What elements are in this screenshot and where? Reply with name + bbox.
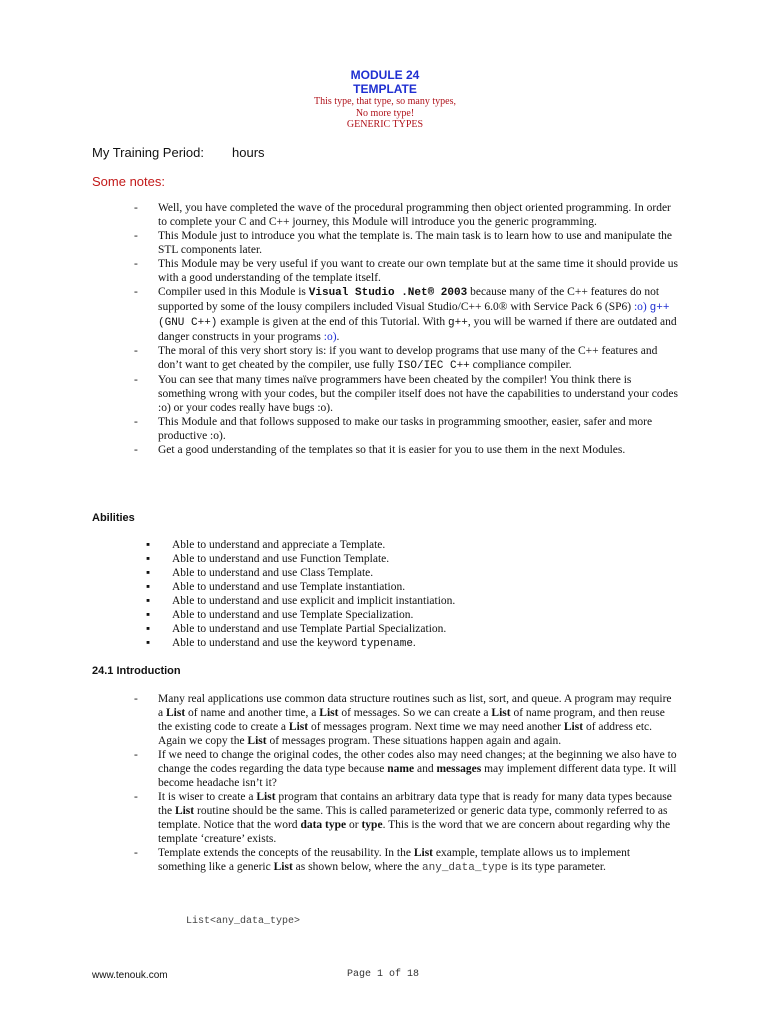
introduction-list [0,692,770,875]
list-item: ▪ Able to understand and use Template instantiation. [146,581,406,593]
list-marker: - [134,847,138,859]
abilities-heading: Abilities [92,512,135,524]
list-marker: - [134,258,138,270]
list-item: - You can see that many times naïve programmers have been cheated by the compiler! You think there is something wrong with your codes, but the compiler itself does not have the capabilities to understand your codes :o) or your codes really have bugs :o). [134,374,678,414]
list-item: - This Module may be very useful if you want to create our own template but at the same time it should provide us with a good understanding of the template itself. [134,258,678,284]
page-number: Page 1 of 18 [347,969,420,980]
bullet-icon: ▪ [146,567,151,579]
bullet-icon: ▪ [146,609,151,621]
module-header [0,68,770,131]
subtitle-line: GENERIC TYPES [346,119,424,130]
list-item: ▪ Able to understand and use Template Specialization. [146,609,414,621]
list-item: ▪ Able to understand and use the keyword typename. [146,637,416,650]
bullet-icon: ▪ [146,581,151,593]
subtitle-line: No more type! [355,107,415,119]
list-marker: - [134,286,138,298]
list-item: - This Module just to introduce you what the template is. The main task is to learn how to use and manipulate the STL components later. [134,230,672,256]
bullet-icon: ▪ [146,539,151,551]
bullet-icon: ▪ [146,553,151,565]
abilities-list [0,538,770,651]
footer-site-link[interactable]: www.tenouk.com [92,970,168,981]
list-item: - This Module and that follows supposed to make our tasks in programming smoother, easier, safer and more productive :o). [134,416,653,442]
list-marker: - [134,444,138,456]
list-marker: - [134,202,138,214]
list-item: - It is wiser to create a List program that contains an arbitrary data type that is ready for many data types because the List routine should be the same. This is called parameterized or generic data type, commonly referred to as template. Notice that the word data type or type. This is the word that we are concern about regarding why the template ‘creature’ exists. [134,791,672,845]
training-hours: hours [232,145,265,160]
list-item: - Get a good understanding of the templates so that it is easier for you to use them in the next Modules. [134,444,626,456]
subtitle-line: This type, that type, so many types, [314,96,456,107]
notes-heading: Some notes: [92,174,165,189]
list-marker: - [134,374,138,386]
notes-list [0,201,770,457]
list-item: ▪ Able to understand and appreciate a Template. [146,539,386,551]
list-item: ▪ Able to understand and use Function Template. [146,553,390,565]
list-item: ▪ Able to understand and use Template Partial Specialization. [146,623,447,635]
list-marker: - [134,345,138,357]
list-item: ▪ Able to understand and use explicit and implicit instantiation. [146,595,456,607]
introduction-heading: 24.1 Introduction [92,665,181,677]
list-marker: - [134,230,138,242]
list-marker: - [134,749,138,761]
list-marker: - [134,416,138,428]
bullet-icon: ▪ [146,623,151,635]
training-period [92,145,265,160]
code-sample: List<any_data_type> [186,916,301,927]
list-item: - The moral of this very short story is: if you want to develop programs that use many of the C++ features and don’t want to get cheated by the compiler, use fully ISO/IEC C++ compliance compiler. [134,345,658,372]
training-label: My Training Period: [92,145,204,160]
list-item: - If we need to change the original codes, the other codes also may need changes; at the beginning we also have to change the codes regarding the data type because name and messages may implement different data type. It will become headache isn’t it? [134,749,677,789]
list-item: - Template extends the concepts of the reusability. In the List example, template allows us to implement something like a generic List as shown below, where the any_data_type is its type parameter. [134,847,631,874]
module-number: MODULE 24 [350,68,420,82]
list-item: ▪ Able to understand and use Class Template. [146,567,374,579]
bullet-icon: ▪ [146,637,151,649]
list-item: - Compiler used in this Module is Visual Studio .Net® 2003 because many of the C++ features do not supported by some of the lousy compilers included Visual Studio/C++ 6.0® with Service Pack 6 (SP6) :o) g++ (GNU C++) example is given at the end of this Tutorial. With g++, you will be warned if there are outdated and danger constructs in your programs :o). [134,286,677,343]
list-marker: - [134,693,138,705]
list-marker: - [134,791,138,803]
list-item: - Well, you have completed the wave of the procedural programming then object oriented programming. In order to complete your C and C++ journey, this Module will introduce you the generic programming. [134,202,671,228]
bullet-icon: ▪ [146,595,151,607]
module-title: TEMPLATE [353,82,417,96]
list-item: - Many real applications use common data structure routines such as list, sort, and queue. A program may require a List of name and another time, a List of messages. So we can create a List of name program, and then reuse the existing code to create a List of messages program. Next time we may need another List of address etc. Again we copy the List of messages program. These situations happen again and again. [134,693,672,747]
